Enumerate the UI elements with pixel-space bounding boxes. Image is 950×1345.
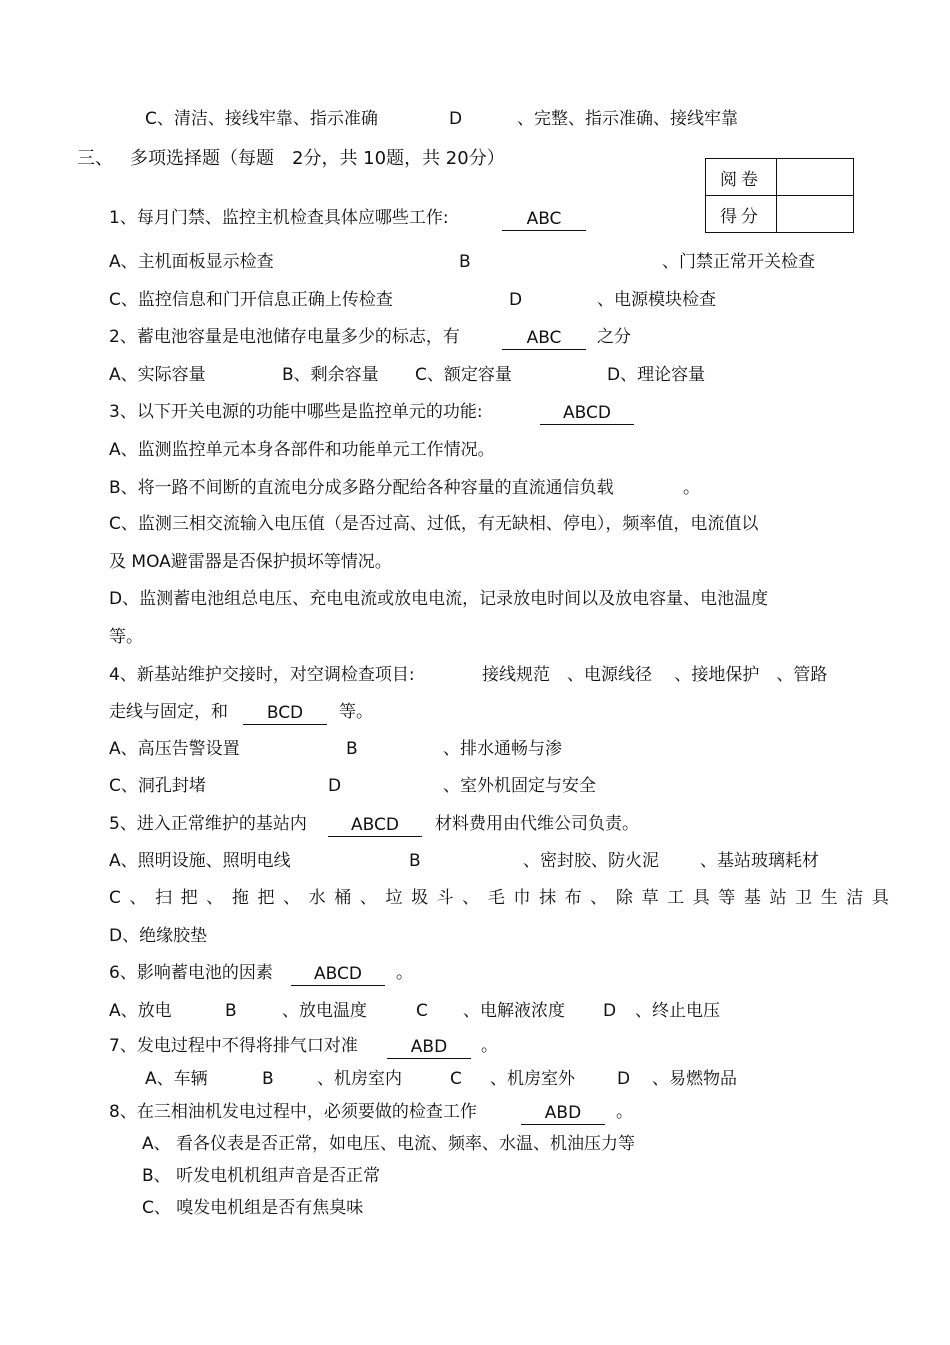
q5-option-b-letter: B — [409, 851, 421, 871]
q5-option-b-text: 、密封胶、防火泥 — [523, 851, 659, 871]
q3-option-b: B、将一路不间断的直流电分成多路分配给各种容量的直流通信负载 — [109, 478, 614, 498]
q3-option-b-end: 。 — [683, 478, 700, 498]
q7-option-a: A、车辆 — [145, 1069, 208, 1089]
q1-option-b-text: 、门禁正常开关检查 — [662, 252, 815, 272]
q4-option-b-letter: B — [346, 739, 358, 759]
q8-option-a: A、 看各仪表是否正常，如电压、电流、频率、水温、机油压力等 — [142, 1134, 636, 1154]
q2-answer: ABC — [502, 327, 586, 350]
score-label: 得分 — [706, 196, 777, 233]
q5-option-c: C、扫把、拖把、水桶、垃圾斗、毛巾抹布、除草工具等基站卫生洁具 — [109, 888, 898, 908]
grading-table — [705, 158, 854, 233]
grader-label: 阅卷 — [706, 159, 777, 196]
q6-option-b-text: 、放电温度 — [282, 1001, 367, 1021]
q3-stem: 3、以下开关电源的功能中哪些是监控单元的功能: — [109, 402, 483, 422]
q5-option-d: D、绝缘胶垫 — [109, 926, 208, 946]
q5-option-b-text2: 、基站玻璃耗材 — [700, 851, 819, 871]
q7-tail: 。 — [481, 1036, 498, 1056]
q2-stem: 2、蓄电池容量是电池储存电量多少的标志，有 — [109, 327, 460, 347]
grader-cell — [777, 159, 854, 196]
q4-stem-items: 接线规范 、电源线径 、接地保护 、管路 — [482, 665, 828, 685]
section-number: 三、 — [77, 148, 113, 169]
option-d-text: 、完整、指示准确、接线牢靠 — [517, 109, 738, 129]
q6-tail: 。 — [396, 963, 413, 983]
option-d-letter: D — [449, 109, 463, 129]
q8-tail: 。 — [616, 1102, 633, 1122]
q4-option-c: C、洞孔封堵 — [109, 776, 206, 796]
q7-option-d-text: 、易燃物品 — [652, 1069, 737, 1089]
q5-stem: 5、进入正常维护的基站内 — [109, 814, 307, 834]
q6-option-a: A、放电 — [109, 1001, 172, 1021]
q3-answer: ABCD — [540, 402, 634, 425]
q1-option-a: A、主机面板显示检查 — [109, 252, 274, 272]
q6-answer: ABCD — [291, 963, 385, 986]
q2-option-a: A、实际容量 — [109, 365, 206, 385]
q7-option-c-letter: C — [450, 1069, 462, 1089]
q7-answer: ABD — [387, 1036, 471, 1059]
q2-option-b: B、剩余容量 — [282, 365, 379, 385]
q2-option-d: D、理论容量 — [607, 365, 706, 385]
q2-option-c: C、额定容量 — [415, 365, 512, 385]
q3-option-c-line2: 及 MOA避雷器是否保护损坏等情况。 — [109, 552, 392, 572]
q4-answer: BCD — [243, 702, 327, 725]
q1-option-b-letter: B — [459, 252, 471, 272]
q4-option-d-text: 、室外机固定与安全 — [443, 776, 596, 796]
q8-option-c: C、 嗅发电机组是否有焦臭味 — [142, 1198, 364, 1218]
q3-option-c-line1: C、监测三相交流输入电压值（是否过高、过低，有无缺相、停电），频率值，电流值以 — [109, 514, 759, 534]
q6-option-b-letter: B — [225, 1001, 237, 1021]
q5-option-a: A、照明设施、照明电线 — [109, 851, 291, 871]
q6-option-c-letter: C — [416, 1001, 428, 1021]
q3-option-a: A、监测监控单元本身各部件和功能单元工作情况。 — [109, 440, 495, 460]
q1-option-c: C、监控信息和门开信息正确上传检查 — [109, 290, 393, 310]
section-title: 多项选择题（每题 2分，共 10题，共 20分） — [130, 148, 505, 169]
q6-stem: 6、影响蓄电池的因素 — [109, 963, 273, 983]
q1-option-d-letter: D — [509, 290, 523, 310]
q6-option-d-letter: D — [603, 1001, 617, 1021]
q4-tail: 等。 — [339, 702, 373, 722]
q5-tail: 材料费用由代维公司负责。 — [435, 814, 639, 834]
q8-option-b: B、 听发电机机组声音是否正常 — [142, 1166, 381, 1186]
q1-answer: ABC — [502, 208, 586, 231]
q8-answer: ABD — [521, 1102, 605, 1125]
q7-option-d-letter: D — [617, 1069, 631, 1089]
q4-option-a: A、高压告警设置 — [109, 739, 240, 759]
q1-option-d-text: 、电源模块检查 — [597, 290, 716, 310]
option-c: C、清洁、接线牢靠、指示准确 — [145, 109, 378, 129]
q4-stem: 4、新基站维护交接时，对空调检查项目: — [109, 665, 415, 685]
q4-option-b-text: 、排水通畅与渗 — [443, 739, 562, 759]
q1-stem: 1、每月门禁、监控主机检查具体应哪些工作: — [109, 208, 449, 228]
q4-option-d-letter: D — [328, 776, 342, 796]
q6-option-c-text: 、电解液浓度 — [463, 1001, 565, 1021]
q8-stem: 8、在三相油机发电过程中，必须要做的检查工作 — [109, 1102, 477, 1122]
q3-option-d-line1: D、监测蓄电池组总电压、充电电流或放电电流，记录放电时间以及放电容量、电池温度 — [109, 589, 769, 609]
q3-option-d-line2: 等。 — [109, 627, 143, 647]
q7-option-b-letter: B — [262, 1069, 274, 1089]
q7-option-c-text: 、机房室外 — [490, 1069, 575, 1089]
q4-stem-line2: 走线与固定，和 — [109, 702, 228, 722]
q7-option-b-text: 、机房室内 — [317, 1069, 402, 1089]
q7-stem: 7、发电过程中不得将排气口对准 — [109, 1036, 358, 1056]
q2-tail: 之分 — [597, 327, 631, 347]
q6-option-d-text: 、终止电压 — [635, 1001, 720, 1021]
score-cell — [777, 196, 854, 233]
q5-answer: ABCD — [328, 814, 422, 837]
